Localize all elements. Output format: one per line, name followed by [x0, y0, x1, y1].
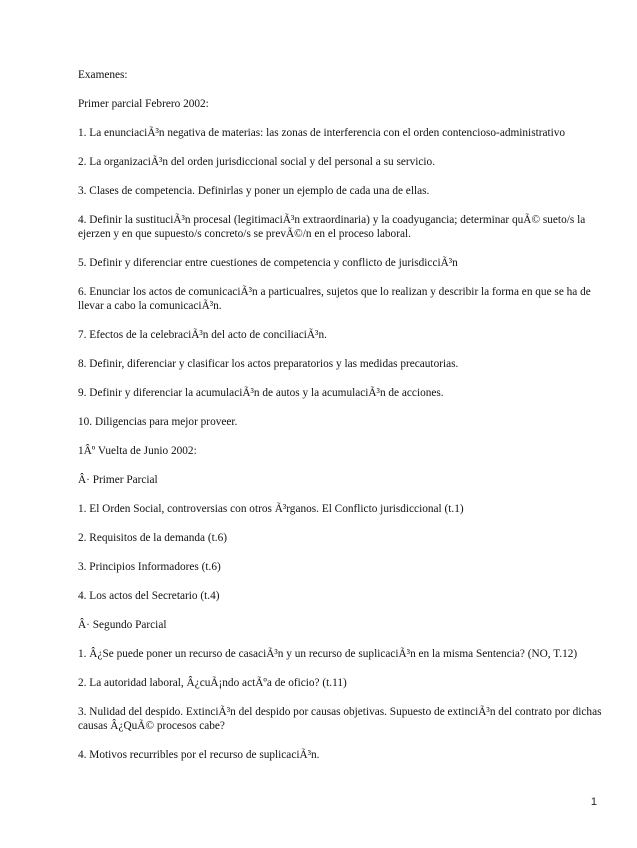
question-item: 2. Requisitos de la demanda (t.6)	[78, 532, 228, 544]
question-item: 6. Enunciar los actos de comunicaciÃ³n a particualres, sujetos que lo realizan y describir la forma en que se ha de llevar a cabo la comunicaciÃ³n.	[78, 286, 591, 312]
heading-examenes: Examenes:	[78, 69, 128, 81]
question-item: 9. Definir y diferenciar la acumulaciÃ³n de autos y la acumulaciÃ³n de acciones.	[78, 387, 444, 399]
section-title-primer-parcial-febrero: Primer parcial Febrero 2002:	[78, 98, 209, 110]
question-item: 4. Los actos del Secretario (t.4)	[78, 590, 220, 602]
question-item: 1. Â¿Se puede poner un recurso de casaciÃ³n y un recurso de suplicaciÃ³n en la misma Sentencia? (NO, T.12)	[78, 648, 578, 660]
question-item: 4. Definir la sustituciÃ³n procesal (legitimaciÃ³n extraordinaria) y la coadyugancia; determinar quÃ© sueto/s la ejerzen y en que supuesto/s concreto/s se prevÃ©/n en el proceso laboral.	[78, 214, 586, 240]
question-item: 3. Principios Informadores (t.6)	[78, 561, 221, 573]
question-item: 5. Definir y diferenciar entre cuestiones de competencia y conflicto de jurisdicciÃ³n	[78, 257, 458, 269]
subsection-primer-parcial: Â· Primer Parcial	[78, 474, 158, 486]
question-item: 3. Clases de competencia. Definirlas y poner un ejemplo de cada una de ellas.	[78, 185, 430, 197]
page-number: 1	[590, 796, 597, 808]
question-item: 1. La enunciaciÃ³n negativa de materias: las zonas de interferencia con el orden contencioso-administrativo	[78, 127, 566, 139]
question-item: 8. Definir, diferenciar y clasificar los actos preparatorios y las medidas precautorias.	[78, 358, 459, 370]
question-item: 1. El Orden Social, controversias con otros Ã³rganos. El Conflicto jurisdiccional (t.1)	[78, 503, 464, 515]
question-item: 10. Diligencias para mejor proveer.	[78, 416, 238, 428]
question-item: 3. Nulidad del despido. ExtinciÃ³n del despido por causas objetivas. Supuesto de extinciÃ³n del contrato por dichas causas Â¿QuÃ© procesos cabe?	[78, 706, 602, 732]
question-item: 2. La organizaciÃ³n del orden jurisdiccional social y del personal a su servicio.	[78, 156, 436, 168]
subsection-segundo-parcial: Â· Segundo Parcial	[78, 619, 167, 631]
question-item: 4. Motivos recurribles por el recurso de suplicaciÃ³n.	[78, 749, 320, 761]
question-item: 2. La autoridad laboral, Â¿cuÃ¡ndo actÃºa de oficio? (t.11)	[78, 677, 347, 689]
document-body	[78, 68, 608, 777]
question-item: 7. Efectos de la celebraciÃ³n del acto de conciliaciÃ³n.	[78, 329, 327, 341]
section-title-vuelta-junio: 1Âº Vuelta de Junio 2002:	[78, 445, 197, 457]
